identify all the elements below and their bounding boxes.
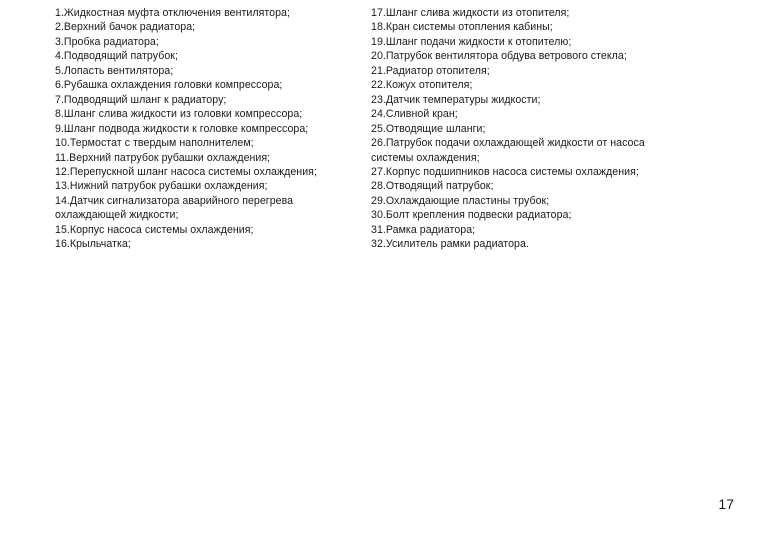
legend-line: 31.Рамка радиатора;	[371, 223, 476, 236]
legend-line: 30.Болт крепления подвески радиатора;	[371, 209, 572, 222]
legend-line: 15.Корпус насоса системы охлаждения;	[55, 223, 254, 236]
legend-line: 18.Кран системы отопления кабины;	[371, 21, 553, 34]
legend-line: 10.Термостат с твердым наполнителем;	[55, 137, 254, 150]
legend-line: 17.Шланг слива жидкости из отопителя;	[371, 7, 570, 19]
legend-line: 6.Рубашка охлаждения головки компрессора;	[55, 79, 283, 92]
legend-line: 12.Перепускной шланг насоса системы охлаждения;	[55, 165, 317, 178]
legend-line: 22.Кожух отопителя;	[371, 79, 473, 92]
legend-line: 7.Подводящий шланг к радиатору;	[55, 93, 227, 106]
legend-line: системы охлаждения;	[371, 151, 480, 164]
legend-line: 3.Пробка радиатора;	[55, 35, 159, 48]
legend-line: 28.Отводящий патрубок;	[371, 180, 494, 193]
page-number: 17	[718, 496, 734, 512]
legend-line: 16.Крыльчатка;	[55, 238, 131, 251]
legend-line: 5.Лопасть вентилятора;	[55, 64, 174, 77]
legend-line: 23.Датчик температуры жидкости;	[371, 93, 541, 106]
legend-line: 4.Подводящий патрубок;	[55, 50, 178, 63]
legend-line: 13.Нижний патрубок рубашки охлаждения;	[55, 180, 268, 193]
legend-line: 9.Шланг подвода жидкости к головке компрессора;	[55, 122, 309, 135]
legend-line: 27.Корпус подшипников насоса системы охлаждения;	[371, 165, 639, 178]
legend-line: 8.Шланг слива жидкости из головки компрессора;	[55, 108, 303, 121]
legend-left-column	[55, 6, 360, 252]
legend-line: 14.Датчик сигнализатора аварийного перегрева	[55, 194, 294, 207]
legend-line: 26.Патрубок подачи охлаждающей жидкости от насоса	[371, 137, 645, 150]
legend-line: охлаждающей жидкости;	[55, 209, 179, 222]
legend-line: 32.Усилитель рамки радиатора.	[371, 238, 529, 251]
legend-line: 19.Шланг подачи жидкости к отопителю;	[371, 35, 572, 48]
legend-line: 21.Радиатор отопителя;	[371, 64, 490, 77]
legend-line: 2.Верхний бачок радиатора;	[55, 21, 196, 34]
legend-line: 11.Верхний патрубок рубашки охлаждения;	[55, 151, 271, 164]
legend-line: 25.Отводящие шланги;	[371, 122, 486, 135]
legend-line: 20.Патрубок вентилятора обдува ветрового стекла;	[371, 50, 627, 63]
legend-line: 1.Жидкостная муфта отключения вентилятора;	[55, 7, 290, 19]
legend-right-column	[371, 6, 701, 252]
legend-line: 29.Охлаждающие пластины трубок;	[371, 194, 550, 207]
legend-line: 24.Сливной кран;	[371, 108, 458, 121]
